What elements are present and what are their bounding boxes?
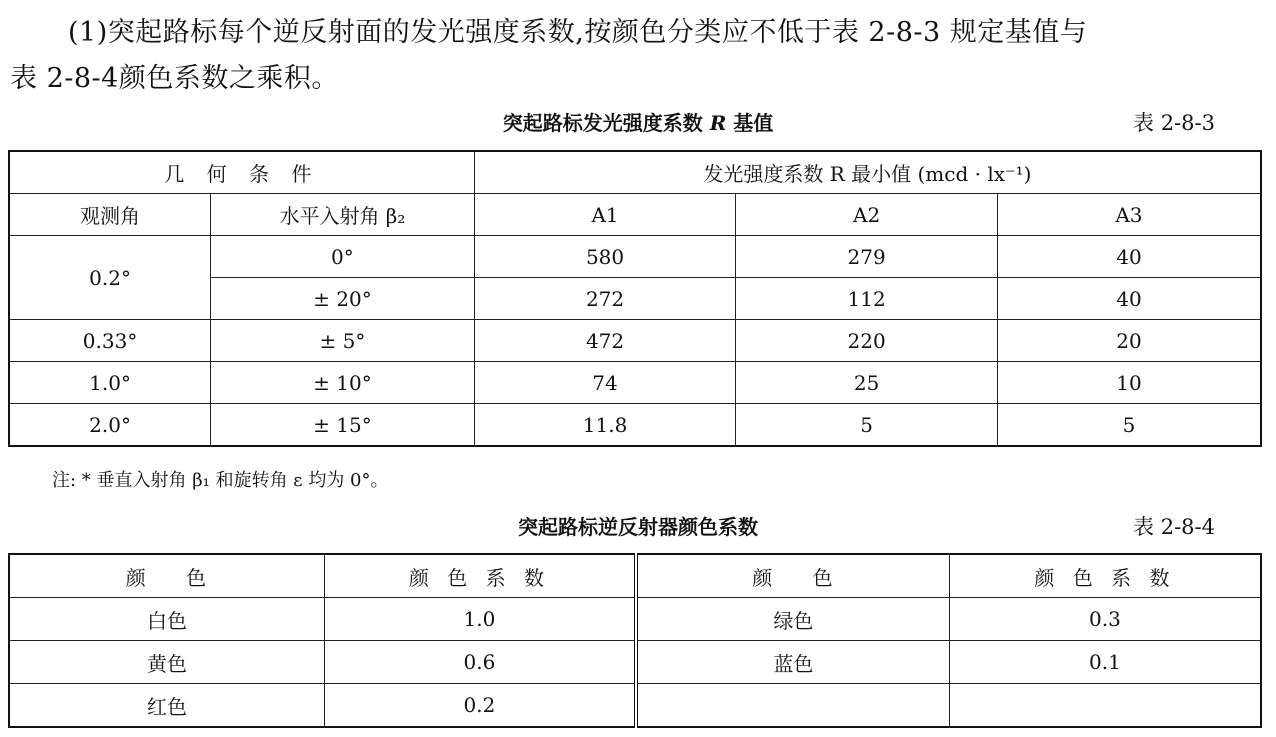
cell-a2: 5: [736, 404, 998, 447]
table1-caption-row: [10, 108, 1215, 138]
cell-coef: 0.6: [324, 641, 636, 684]
col-entrance-angle: 水平入射角 β₂: [211, 194, 475, 236]
col-a2: A2: [736, 194, 998, 236]
table-subheader-row: [9, 194, 1261, 236]
col-observation-angle: 观测角: [9, 194, 211, 236]
cell-entrance: 0°: [211, 236, 475, 278]
cell-observation: 1.0°: [9, 362, 211, 404]
table1-note: 注: * 垂直入射角 β₁ 和旋转角 ε 均为 0°。: [52, 470, 389, 491]
col-a1: A1: [474, 194, 736, 236]
intro-line-2: 表 2-8-4颜色系数之乘积。: [10, 63, 339, 94]
header-geometry: 几 何 条 件: [9, 151, 474, 194]
header-coefficient: 发光强度系数 R 最小值 (mcd · lx⁻¹): [474, 151, 1261, 194]
intro-paragraph: [10, 10, 1266, 102]
table2-caption: 突起路标逆反射器颜色系数: [518, 515, 758, 539]
table-row: [9, 236, 1261, 278]
cell-color: 黄色: [9, 641, 324, 684]
table-row: [9, 362, 1261, 404]
table-row: [9, 641, 1261, 684]
cell-entrance: ± 5°: [211, 320, 475, 362]
cell-a3: 10: [997, 362, 1261, 404]
luminous-intensity-table: [8, 150, 1262, 447]
table2-number: 表 2-8-4: [1133, 515, 1215, 539]
col-color-right: 颜 色: [636, 554, 949, 598]
cell-a1: 74: [474, 362, 736, 404]
table-header-row: [9, 151, 1261, 194]
cell-a1: 272: [474, 278, 736, 320]
cell-a2: 279: [736, 236, 998, 278]
cell-color: 白色: [9, 598, 324, 641]
cell-a1: 472: [474, 320, 736, 362]
cell-observation: 0.33°: [9, 320, 211, 362]
cell-a2: 25: [736, 362, 998, 404]
cell-coef: 1.0: [324, 598, 636, 641]
cell-a1: 580: [474, 236, 736, 278]
cell-entrance: ± 10°: [211, 362, 475, 404]
table-header-row: [9, 554, 1261, 598]
cell-color: [636, 684, 949, 728]
table1-number: 表 2-8-3: [1133, 111, 1215, 135]
cell-color: 蓝色: [636, 641, 949, 684]
cell-coef: 0.3: [949, 598, 1261, 641]
cell-entrance: ± 15°: [211, 404, 475, 447]
cell-a3: 40: [997, 278, 1261, 320]
color-coefficient-table: [8, 553, 1262, 728]
table-row: [9, 684, 1261, 728]
table1-caption: 突起路标发光强度系数 R 基值: [502, 111, 774, 135]
cell-coef: 0.2: [324, 684, 636, 728]
table2-caption-row: [10, 512, 1215, 542]
cell-coef: 0.1: [949, 641, 1261, 684]
cell-observation: 2.0°: [9, 404, 211, 447]
cell-a3: 20: [997, 320, 1261, 362]
intro-line-1: (1)突起路标每个逆反射面的发光强度系数,按颜色分类应不低于表 2-8-3 规定基值与: [68, 17, 1088, 48]
table-row: [9, 404, 1261, 447]
table-row: [9, 320, 1261, 362]
cell-coef: [949, 684, 1261, 728]
cell-a3: 5: [997, 404, 1261, 447]
table-row: [9, 598, 1261, 641]
cell-color: 红色: [9, 684, 324, 728]
cell-a1: 11.8: [474, 404, 736, 447]
cell-a2: 112: [736, 278, 998, 320]
cell-observation: 0.2°: [9, 236, 211, 320]
col-a3: A3: [997, 194, 1261, 236]
col-coef-left: 颜 色 系 数: [324, 554, 636, 598]
cell-entrance: ± 20°: [211, 278, 475, 320]
col-color-left: 颜 色: [9, 554, 324, 598]
col-coef-right: 颜 色 系 数: [949, 554, 1261, 598]
cell-a2: 220: [736, 320, 998, 362]
cell-color: 绿色: [636, 598, 949, 641]
cell-a3: 40: [997, 236, 1261, 278]
